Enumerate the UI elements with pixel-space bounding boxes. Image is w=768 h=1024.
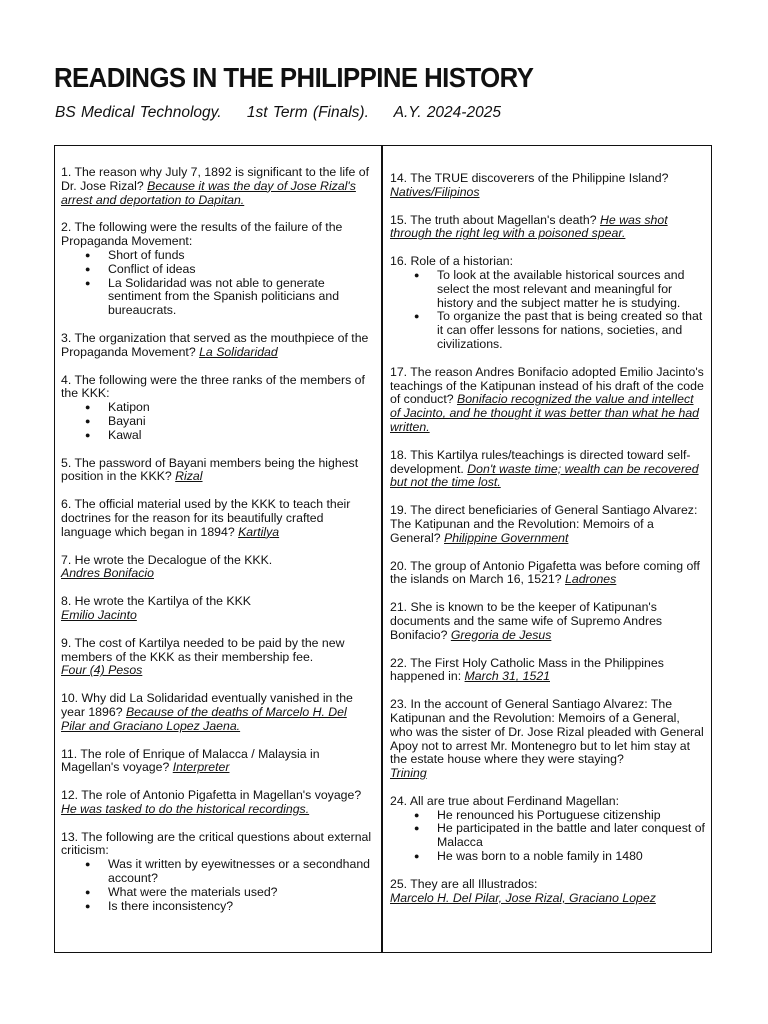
answer-text: Emilio Jacinto: [61, 607, 137, 622]
question-text: 20. The group of Antonio Pigafetta was before coming off the islands on March 16, 1521?: [390, 558, 700, 587]
bullet-item: ● Was it written by eyewitnesses or a secondhand account?: [61, 858, 373, 886]
bullet-list: [61, 401, 373, 442]
question-item: [61, 692, 373, 733]
question-item: [61, 748, 373, 776]
question-text: 21. She is known to be the keeper of Katipunan's documents and the same wife of Supremo Andres Bonifacio?: [390, 600, 663, 642]
question-item: [390, 657, 705, 685]
answer-text: Four (4) Pesos: [61, 663, 143, 678]
right-column: [390, 172, 705, 919]
term-label: 1st Term (Finals).: [246, 104, 369, 121]
question-item: [61, 332, 373, 360]
bullet-list: [390, 269, 705, 352]
question-item: [390, 214, 705, 242]
answer-text: Rizal: [175, 469, 203, 484]
answer-text: He was shot through the right leg with a poisoned spear.: [390, 212, 668, 241]
column-divider: [381, 145, 383, 953]
question-text: 24. All are true about Ferdinand Magellan:: [390, 793, 620, 808]
question-item: [61, 166, 373, 207]
question-item: [61, 595, 373, 623]
answer-text: La Solidaridad: [199, 344, 278, 359]
bullet-item: ● To organize the past that is being created so that it can offer lessons for nations, societies, and civilizations.: [390, 310, 705, 351]
question-text: 17. The reason Andres Bonifacio adopted Emilio Jacinto's teachings of the Katipunan instead of his draft of the code of conduct?: [390, 364, 704, 407]
question-text: 2. The following were the results of the failure of the Propaganda Movement:: [61, 220, 343, 249]
question-text: 1. The reason why July 7, 1892 is significant to the life of Dr. Jose Rizal?: [61, 165, 370, 193]
question-text: 13. The following are the critical questions about external criticism:: [61, 829, 372, 858]
answer-text: Interpreter: [172, 760, 230, 775]
question-item: [61, 789, 373, 817]
bullet-item: ● He was born to a noble family in 1480: [390, 850, 705, 864]
answer-text: Because of the deaths of Marcelo H. Del Pilar and Graciano Lopez Jaena.: [61, 704, 347, 733]
answer-text: He was tasked to do the historical recordings.: [61, 801, 310, 816]
question-text: 11. The role of Enrique of Malacca / Malaysia in Magellan's voyage?: [61, 746, 320, 775]
question-item: [390, 255, 705, 352]
question-item: [390, 366, 705, 435]
answer-text: Bonifacio recognized the value and intellect of Jacinto, and he thought it was better than what he had written.: [390, 392, 700, 434]
question-text: 3. The organization that served as the mouthpiece of the Propaganda Movement?: [61, 330, 369, 359]
answer-text: Natives/Filipinos: [390, 184, 480, 199]
question-text: 5. The password of Bayani members being the highest position in the KKK?: [61, 455, 359, 484]
question-text: 23. In the account of General Santiago Alvarez: The Katipunan and the Revolution: Memoirs of a General, who was the sister of Dr. Jose Rizal pleaded with General Apoy not to arrest Mr. Montenegro but to let him stay at the estate house where they were staying?: [390, 697, 704, 767]
answer-text: Philippine Government: [444, 530, 569, 545]
page-title: READINGS IN THE PHILIPPINE HISTORY: [54, 62, 534, 93]
question-item: [61, 457, 373, 485]
answer-text: Don't waste time; wealth can be recovered but not the time lost.: [390, 461, 699, 490]
question-item: [390, 878, 705, 906]
bullet-item: ● Is there inconsistency?: [61, 900, 373, 914]
bullet-item: ● Katipon: [61, 401, 373, 415]
question-item: [390, 449, 705, 490]
bullet-item: ● What were the materials used?: [61, 886, 373, 900]
left-column: [61, 166, 373, 927]
course-label: BS Medical Technology.: [55, 104, 222, 121]
answer-text: Andres Bonifacio: [61, 566, 154, 581]
answer-text: Because it was the day of Jose Rizal's arrest and deportation to Dapitan.: [61, 178, 356, 207]
question-text: 19. The direct beneficiaries of General Santiago Alvarez: The Katipunan and the Revolution: Memoirs of a General?: [390, 503, 698, 545]
question-text: 15. The truth about Magellan's death?: [390, 212, 597, 227]
answer-text: Marcelo H. Del Pilar, Jose Rizal, Graciano Lopez: [390, 890, 656, 905]
bullet-item: ● He renounced his Portuguese citizenship: [390, 809, 705, 823]
answer-text: Kartilya: [238, 524, 280, 539]
question-item: [390, 698, 705, 781]
answer-text: Ladrones: [565, 572, 617, 587]
bullet-item: ● Conflict of ideas: [61, 263, 373, 277]
answer-text: Trining: [390, 766, 427, 781]
question-item: [61, 831, 373, 914]
question-text: 6. The official material used by the KKK to teach their doctrines for the reason for its beautifully crafted language which began in 1894?: [61, 497, 351, 539]
bullet-item: ● To look at the available historical sources and select the most relevant and meaningful for history and the subject matter he is studying.: [390, 269, 705, 310]
answer-text: Gregoria de Jesus: [450, 627, 552, 642]
question-text: 16. Role of a historian:: [390, 254, 514, 269]
bullet-list: [61, 249, 373, 318]
question-item: [61, 554, 373, 582]
question-text: 9. The cost of Kartilya needed to be paid by the new members of the KKK as their membership fee.: [61, 635, 345, 664]
bullet-item: ● Kawal: [61, 429, 373, 443]
question-item: [61, 498, 373, 539]
question-item: [61, 374, 373, 443]
academic-year: A.Y. 2024-2025: [393, 104, 501, 121]
question-item: [390, 601, 705, 642]
question-text: 12. The role of Antonio Pigafetta in Magellan's voyage?: [61, 788, 362, 803]
question-item: [61, 637, 373, 678]
bullet-item: ● Short of funds: [61, 249, 373, 263]
bullet-item: ● Bayani: [61, 415, 373, 429]
question-item: [390, 560, 705, 588]
question-item: [390, 795, 705, 864]
question-item: [390, 504, 705, 545]
subtitle: [55, 104, 521, 122]
question-item: [61, 221, 373, 318]
bullet-item: ● La Solidaridad was not able to generate sentiment from the Spanish politicians and bureaucrats.: [61, 277, 373, 318]
question-text: 22. The First Holy Catholic Mass in the Philippines happened in:: [390, 655, 664, 684]
question-text: 4. The following were the three ranks of the members of the KKK:: [61, 372, 365, 401]
question-text: 14. The TRUE discoverers of the Philippine Island?: [390, 171, 669, 185]
question-text: 8. He wrote the Kartilya of the KKK: [61, 594, 252, 609]
question-text: 7. He wrote the Decalogue of the KKK.: [61, 552, 273, 567]
question-text: 10. Why did La Solidaridad eventually vanished in the year 1896?: [61, 691, 353, 719]
bullet-list: [390, 809, 705, 864]
question-item: [390, 172, 705, 200]
bullet-list: [61, 858, 373, 913]
question-text: 18. This Kartilya rules/teachings is directed toward self-development.: [390, 447, 691, 476]
answer-text: March 31, 1521: [464, 669, 550, 684]
question-text: 25. They are all Illustrados:: [390, 876, 538, 891]
bullet-item: ● He participated in the battle and later conquest of Malacca: [390, 822, 705, 850]
